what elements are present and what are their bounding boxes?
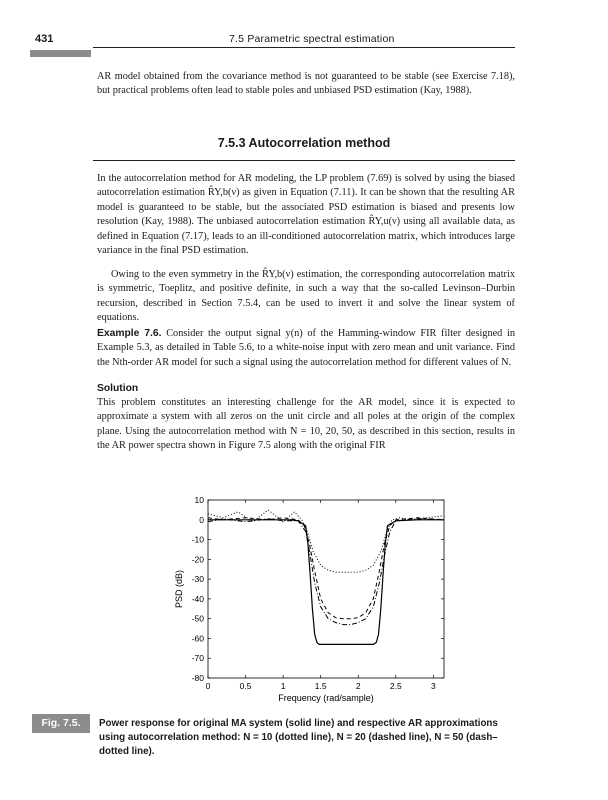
series-line: [208, 518, 444, 619]
solution-title: Solution: [97, 383, 139, 394]
running-head: 7.5 Parametric spectral estimation: [229, 33, 395, 45]
y-tick-label: -40: [191, 593, 204, 604]
section-paragraph-1: In the autocorrelation method for AR modeling, the LP problem (7.69) is solved by using the biased autocorrelation estimation R̂Y,b(ν) as given in Equation (7.11). It can be shown that the resulting AR model is guaranteed to be stable, but the associated PSD estimation is biased and presents low resolution (Kay, 1988). The unbiased autocorrelation estimation R̂Y,u(ν) using all available data, as defined in Equation (7.17), leads to an ill-conditioned autocorrelation matrix, which introduces large variance in the final PSD estimation.: [97, 173, 515, 257]
x-tick-label: 3: [430, 681, 436, 691]
example-block: [97, 327, 515, 370]
x-tick-label: 2.5: [389, 681, 402, 691]
solution-paragraph: This problem constitutes an interesting challenge for the AR model, since it is expected to approximate a system with all zeros on the unit circle and all poles at the origin of the complex plane. Using the autocorrelation method with N = 10, 20, 50, as described in this section, results in the AR power spectra shown in Figure 7.5 along with the original FIR: [97, 397, 515, 452]
x-tick-label: 1: [280, 681, 286, 691]
header-bar: [30, 50, 91, 57]
page-number: 431: [35, 33, 54, 45]
section-title: 7.5.3 Autocorrelation method: [217, 136, 391, 150]
y-tick-label: 10: [194, 495, 204, 505]
y-tick-label: -70: [191, 653, 204, 664]
x-tick-label: 0: [205, 681, 211, 691]
figure-caption: Power response for original MA system (solid line) and respective AR approximations using autocorrelation method: N = 10 (dotted line), N = 20 (dashed line), N = 50 (dash–dotted line).: [99, 718, 498, 757]
y-tick-label: 0: [199, 514, 204, 525]
figure-label: Fig. 7.5.: [32, 714, 90, 733]
example-label: Example 7.6.: [97, 328, 162, 339]
series-line: [208, 520, 444, 645]
x-tick-label: 0.5: [239, 681, 252, 691]
psd-chart: [160, 493, 460, 708]
y-tick-label: -20: [191, 554, 204, 565]
x-axis-label: Frequency (rad/sample): [278, 693, 374, 703]
y-tick-label: -50: [191, 613, 204, 624]
x-tick-label: 1.5: [314, 681, 327, 691]
x-tick-label: 2: [355, 681, 361, 691]
section-paragraph-2: Owing to the even symmetry in the R̂Y,b(ν) estimation, the corresponding autocorrelation matrix is symmetric, Toeplitz, and positive definite, in such a way that the so-called Levinson–Durbin recursion, described in Section 7.5.4, can be used to invert it and solve the linear system of equations.: [97, 269, 515, 324]
section-rule: [93, 160, 515, 161]
y-tick-label: -60: [191, 633, 204, 644]
y-axis-label: PSD (dB): [174, 569, 184, 609]
intro-paragraph: AR model obtained from the covariance method is not guaranteed to be stable (see Exercise 7.18), but practical problems often lead to stable poles and unbiased PSD estimation (Kay, 1988).: [97, 71, 515, 97]
y-tick-label: -80: [191, 673, 204, 683]
y-tick-label: -30: [191, 574, 204, 585]
example-text: Consider the output signal y(n) of the Hamming-window FIR filter designed in Example 5.3, as detailed in Table 5.6, to a white-noise input with zero mean and unit variance. Find the Nth-order AR model for such a signal using the autocorrelation method for different values of N.: [97, 328, 516, 368]
header-rule: [93, 47, 515, 48]
y-tick-label: -10: [191, 534, 204, 545]
plot-frame: [208, 500, 444, 678]
